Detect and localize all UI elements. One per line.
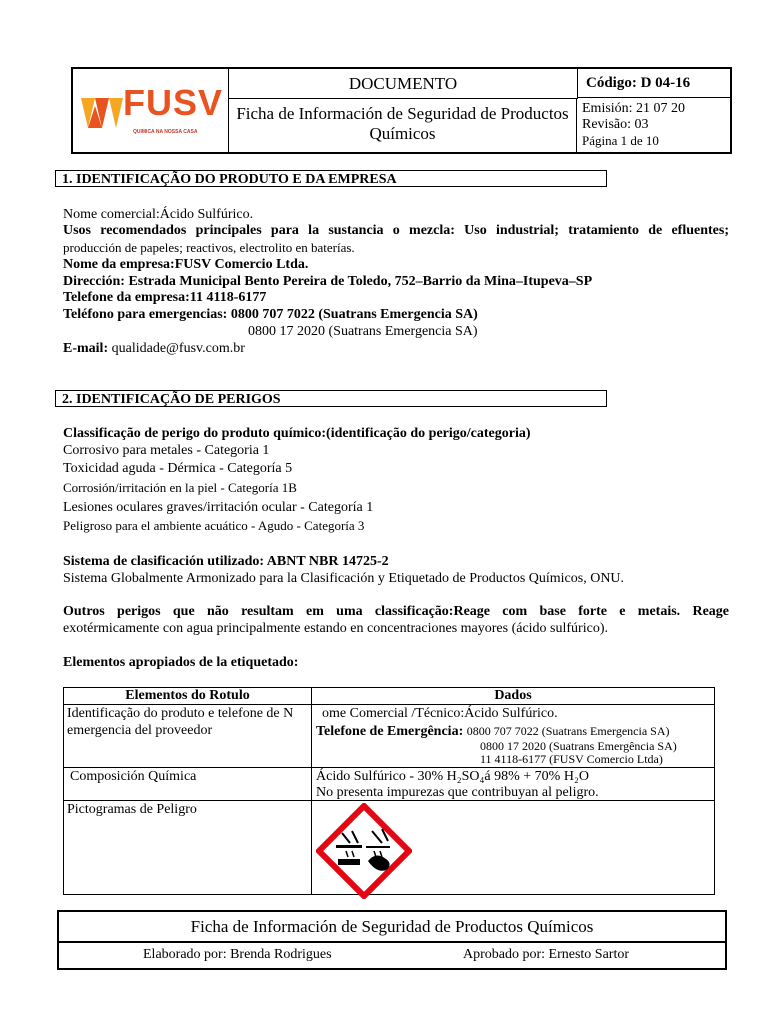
classification-system-title: Sistema de clasificación utilizado: ABNT NBR 14725-2 [63,554,389,569]
label-elements-table [63,687,715,895]
row2-impurities: No presenta impurezas que contribuyan al peligro. [316,785,599,800]
hazard-class: Peligroso para el ambiente acuático - Agudo - Categoría 3 [63,518,365,533]
row1-label: Identificação do produto e telefone de N [67,706,294,721]
section-1-heading: 1. IDENTIFICAÇÃO DO PRODUTO E DA EMPRESA [55,170,607,187]
row1-label-cont: emergencia del proveedor [67,723,213,738]
document-code: Código: D 04-16 [578,69,730,98]
emergency-phone-2: 0800 17 2020 (Suatrans Emergencia SA) [248,324,478,339]
classification-title: Classificação de perigo do produto químico:(identificação do perigo/categoria) [63,426,531,441]
logo-wordmark: FUSV [123,82,224,123]
title-line-2: Químicos [369,124,436,143]
label-elements-title: Elementos apropiados de la etiquetado: [63,655,299,670]
revision-number: Revisão: 03 [582,117,649,132]
table-row-divider [64,704,714,705]
commercial-name: Nome comercial:Ácido Sulfúrico. [63,207,254,222]
document-title [229,99,577,152]
classification-system-desc: Sistema Globalmente Armonizado para la Clasificación y Etiquetado de Productos Químicos, ONU. [63,571,625,586]
page-number: Página 1 de 10 [582,133,659,148]
row1-commercial-name: ome Comercial /Técnico:Ácido Sulfúrico. [322,706,558,721]
ghs-corrosive-icon [316,803,412,899]
document-footer [57,910,727,970]
row2-label: Composición Química [70,769,197,784]
emergency-phone-1: 0800 707 7022 (Suatrans Emergencia SA) [466,724,670,738]
footer-title: Ficha de Información de Seguridad de Productos Químicos [59,912,725,943]
hazard-class: Lesiones oculares graves/irritación ocular - Categoría 1 [63,500,374,515]
emergency-phone-3: 11 4118-6177 (FUSV Comercio Ltda) [480,752,663,766]
emergency-phone: Teléfono para emergencias: 0800 707 7022 (Suatrans Emergencia SA) [63,307,478,322]
recommended-uses: Usos recomendados principales para la sustancia o mezcla: Uso industrial; tratamiento de efluentes; [63,223,729,238]
fusv-logo-icon [81,94,123,130]
table-row-divider [64,767,714,768]
other-hazards-cont: exotérmicamente con agua principalmente estando en concentraciones mayores (ácido sulfúrico). [63,621,608,636]
email-label: E-mail: [63,341,109,356]
row2-composition: Ácido Sulfúrico - 30% H₂SO₄á 98% + 70% H₂O [316,769,589,784]
document-meta [578,99,730,152]
hazard-class: Toxicidad aguda - Dérmica - Categoría 5 [63,461,293,476]
table-header-data: Dados [494,688,532,703]
logo-tagline: QUIMICA NA NOSSA CASA [133,129,198,135]
company-address: Dirección: Estrada Municipal Bento Pereira de Toledo, 752–Barrio da Mina–Itupeva–SP [63,274,593,289]
document-header [71,67,732,154]
row3-label: Pictogramas de Peligro [67,802,197,817]
emission-date: Emisión: 21 07 20 [582,101,686,116]
logo-cell [73,69,229,152]
email-link[interactable]: qualidade@fusv.com.br [108,341,245,356]
prepared-by: Elaborado por: Brenda Rodrigues [143,947,332,962]
emergency-phone-2: 0800 17 2020 (Suatrans Emergência SA) [480,739,677,753]
approved-by: Aprobado por: Ernesto Sartor [463,947,630,962]
company-phone: Telefone da empresa:11 4118-6177 [63,290,267,305]
other-hazards: Outros perigos que não resultam em uma classificação:Reage com base forte e metais. Reage [63,604,729,619]
email-line [63,340,245,357]
table-column-divider [311,688,312,894]
title-line-1: Ficha de Información de Seguridad de Productos [236,104,569,123]
recommended-uses-cont: producción de papeles; reactivos, electrolito en baterías. [63,240,355,255]
document-label: DOCUMENTO [229,69,578,99]
company-name: Nome da empresa:FUSV Comercio Ltda. [63,257,309,272]
table-header-elements: Elementos do Rotulo [125,688,250,703]
row1-emergency [316,723,669,740]
hazard-class: Corrosivo para metales - Categoria 1 [63,443,270,458]
emergency-phone-label: Telefone de Emergência: [316,724,464,739]
hazard-class: Corrosión/irritación en la piel - Categoría 1B [63,480,297,495]
section-2-heading: 2. IDENTIFICAÇÃO DE PERIGOS [55,390,607,407]
